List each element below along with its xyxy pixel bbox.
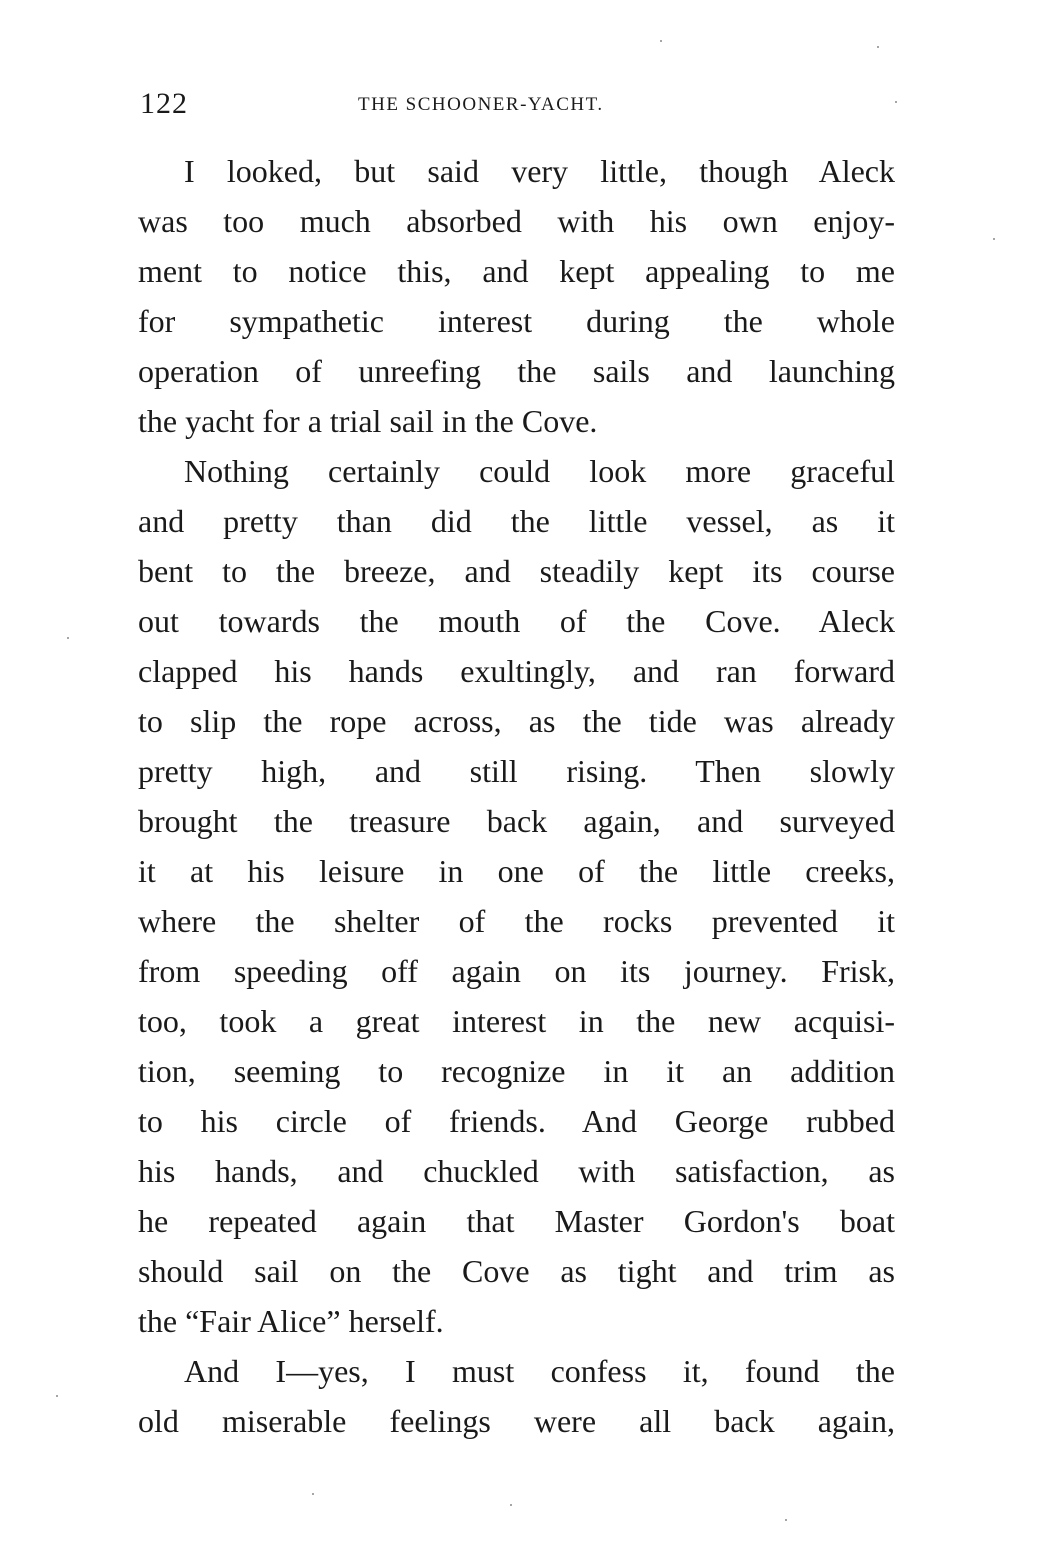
text-line: from speeding off again on its journey. Frisk, [138,953,895,989]
text-line: his hands, and chuckled with satisfaction, as [138,1153,895,1189]
text-line: too, took a great interest in the new acquisi- [138,1003,895,1039]
text-line: ment to notice this, and kept appealing to me [138,253,895,289]
scan-speck [67,637,69,639]
running-head [140,84,895,124]
text-line: bent to the breeze, and steadily kept its course [138,553,895,589]
scan-speck [660,40,662,42]
text-line: I looked, but said very little, though Aleck [184,153,895,189]
running-title: THE SCHOONER-YACHT. [358,94,604,115]
text-line: he repeated again that Master Gordon's boat [138,1203,895,1239]
scan-speck [895,101,897,103]
scan-speck [877,46,879,48]
text-line: operation of unreefing the sails and launching [138,353,895,389]
text-line: And I—yes, I must confess it, found the [184,1353,895,1389]
text-line: to slip the rope across, as the tide was already [138,703,895,739]
text-line: and pretty than did the little vessel, as it [138,503,895,539]
scan-speck [510,1504,512,1506]
scan-speck [56,1395,58,1397]
text-line: brought the treasure back again, and surveyed [138,803,895,839]
text-line: tion, seeming to recognize in it an addition [138,1053,895,1089]
scan-speck [312,1493,314,1495]
text-line: for sympathetic interest during the whole [138,303,895,339]
scan-speck [993,238,995,240]
text-line: where the shelter of the rocks prevented it [138,903,895,939]
text-line: the yacht for a trial sail in the Cove. [138,403,598,439]
text-line: should sail on the Cove as tight and trim as [138,1253,895,1289]
text-line: pretty high, and still rising. Then slowly [138,753,895,789]
text-line: was too much absorbed with his own enjoy- [138,203,895,239]
scan-speck [785,1519,787,1521]
text-line: clapped his hands exultingly, and ran forward [138,653,895,689]
text-line: it at his leisure in one of the little creeks, [138,853,895,889]
text-line: Nothing certainly could look more graceful [184,453,895,489]
body-text [138,146,895,1446]
text-line: the “Fair Alice” herself. [138,1303,444,1339]
text-line: old miserable feelings were all back again, [138,1403,895,1439]
text-line: to his circle of friends. And George rubbed [138,1103,895,1139]
page-number: 122 [140,87,188,120]
text-line: out towards the mouth of the Cove. Aleck [138,603,895,639]
